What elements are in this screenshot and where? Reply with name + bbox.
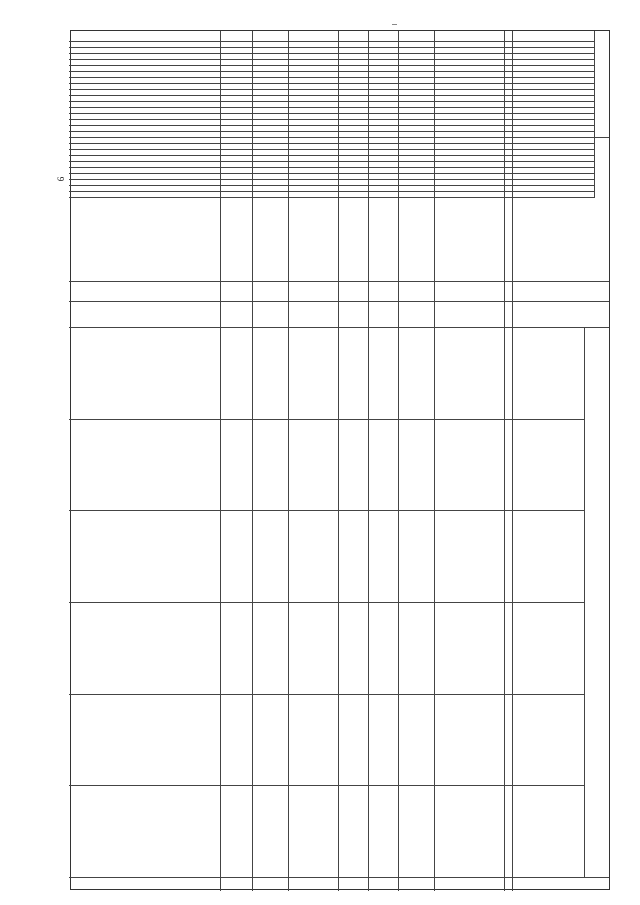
code-column-line bbox=[69, 47, 595, 48]
year-column-line bbox=[69, 510, 585, 511]
year-column-line bbox=[69, 785, 585, 786]
code-column-line bbox=[69, 155, 595, 156]
year-column-line bbox=[69, 694, 585, 695]
table-rotated-content bbox=[70, 30, 610, 890]
code-column-line bbox=[69, 197, 595, 198]
code-column-line bbox=[69, 107, 595, 108]
code-column-line bbox=[69, 131, 595, 132]
table-row-line bbox=[252, 31, 253, 891]
program-table bbox=[70, 30, 610, 890]
column-line bbox=[69, 281, 609, 282]
table-row-line bbox=[338, 31, 339, 891]
code-column-line bbox=[69, 41, 595, 42]
code-column-line bbox=[69, 119, 595, 120]
column-line bbox=[69, 327, 609, 328]
header-bottom-line bbox=[504, 31, 505, 891]
table-row-line bbox=[220, 31, 221, 891]
code-column-line bbox=[69, 149, 595, 150]
code-column-line bbox=[69, 125, 595, 126]
code-column-line bbox=[69, 77, 595, 78]
code-column-line bbox=[69, 173, 595, 174]
code-column-line bbox=[69, 71, 595, 72]
code-column-line bbox=[69, 113, 595, 114]
code-column-line bbox=[69, 161, 595, 162]
header-numbers-line bbox=[512, 31, 513, 891]
table-row-line bbox=[398, 31, 399, 891]
code-column-line bbox=[69, 191, 595, 192]
dash-mark bbox=[392, 24, 397, 25]
code-column-line bbox=[69, 59, 595, 60]
code-column-line bbox=[69, 167, 595, 168]
page-number: 9 bbox=[55, 176, 66, 182]
table-row-line bbox=[434, 31, 435, 891]
table-row-line bbox=[368, 31, 369, 891]
year-column-line bbox=[69, 419, 585, 420]
code-column-line bbox=[69, 89, 595, 90]
code-column-line bbox=[69, 143, 595, 144]
code-column-line bbox=[69, 95, 595, 96]
code-column-line bbox=[69, 101, 595, 102]
rotated-table-wrapper bbox=[70, 30, 610, 890]
code-column-line bbox=[69, 179, 595, 180]
codes-split-line bbox=[69, 137, 609, 138]
column-line bbox=[69, 301, 609, 302]
code-column-line bbox=[69, 83, 595, 84]
year-column-line bbox=[69, 602, 585, 603]
table-row-line bbox=[288, 31, 289, 891]
code-column-line bbox=[69, 185, 595, 186]
code-column-line bbox=[69, 53, 595, 54]
code-column-line bbox=[69, 65, 595, 66]
column-line bbox=[69, 877, 609, 878]
